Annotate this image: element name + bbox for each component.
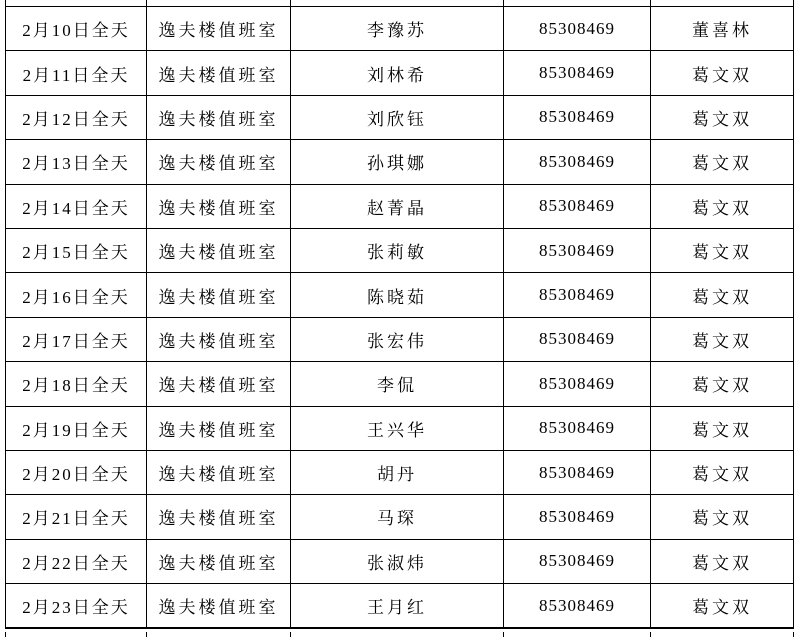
- table-row: [6, 539, 794, 583]
- person-name-cell: 刘欣钰: [291, 95, 504, 139]
- phone-number-cell: 85308469: [504, 362, 651, 406]
- location-cell: 逸夫楼值班室: [147, 406, 291, 450]
- phone-number-cell: 85308469: [504, 539, 651, 583]
- phone-number-cell: 85308469: [504, 95, 651, 139]
- contact-name-cell: 葛文双: [651, 539, 794, 583]
- location-cell: 逸夫楼值班室: [147, 273, 291, 317]
- table-body: [6, 0, 794, 628]
- date-cell: 2月19日全天: [6, 406, 147, 450]
- contact-name-cell: 葛文双: [651, 273, 794, 317]
- table-border-stub: [5, 632, 6, 637]
- contact-name-cell: 葛文双: [651, 584, 794, 629]
- table-border-stub: [503, 632, 504, 637]
- phone-number-cell: 85308469: [504, 273, 651, 317]
- date-cell: 2月17日全天: [6, 317, 147, 361]
- location-cell: 逸夫楼值班室: [147, 362, 291, 406]
- phone-number-cell: 85308469: [504, 584, 651, 629]
- table-border-stub: [650, 632, 651, 637]
- date-cell: 2月11日全天: [6, 51, 147, 95]
- date-cell: 2月12日全天: [6, 95, 147, 139]
- contact-name-cell: 葛文双: [651, 406, 794, 450]
- contact-name-cell: 葛文双: [651, 362, 794, 406]
- person-name-cell: 胡丹: [291, 450, 504, 494]
- duty-roster-table: [5, 0, 794, 629]
- date-cell: 2月20日全天: [6, 450, 147, 494]
- phone-number-cell: 85308469: [504, 184, 651, 228]
- table-row: [6, 495, 794, 539]
- contact-name-cell: 葛文双: [651, 51, 794, 95]
- location-cell: 逸夫楼值班室: [147, 450, 291, 494]
- person-name-cell: 张莉敏: [291, 228, 504, 272]
- person-name-cell: 张淑炜: [291, 539, 504, 583]
- person-name-cell: 马琛: [291, 495, 504, 539]
- date-cell: 2月21日全天: [6, 495, 147, 539]
- location-cell: 逸夫楼值班室: [147, 140, 291, 184]
- date-cell: 2月23日全天: [6, 584, 147, 629]
- table-border-stub: [146, 632, 147, 637]
- contact-name-cell: 葛文双: [651, 140, 794, 184]
- phone-number-cell: 85308469: [504, 317, 651, 361]
- phone-number-cell: 85308469: [504, 406, 651, 450]
- phone-number-cell: 85308469: [504, 228, 651, 272]
- contact-name-cell: 董喜林: [651, 7, 794, 51]
- location-cell: 逸夫楼值班室: [147, 228, 291, 272]
- person-name-cell: 陈晓茹: [291, 273, 504, 317]
- table-row: [6, 95, 794, 139]
- location-cell: 逸夫楼值班室: [147, 317, 291, 361]
- table-border-stub: [290, 632, 291, 637]
- person-name-cell: 李侃: [291, 362, 504, 406]
- person-name-cell: 王兴华: [291, 406, 504, 450]
- person-name-cell: 刘林希: [291, 51, 504, 95]
- table-row: [6, 140, 794, 184]
- table-row: [6, 51, 794, 95]
- date-cell: 2月18日全天: [6, 362, 147, 406]
- person-name-cell: 李豫苏: [291, 7, 504, 51]
- phone-number-cell: 85308469: [504, 495, 651, 539]
- table-row: [6, 406, 794, 450]
- contact-name-cell: 葛文双: [651, 184, 794, 228]
- table-row: [6, 584, 794, 629]
- table-border-stub: [793, 632, 794, 637]
- table-row: [6, 317, 794, 361]
- person-name-cell: 孙琪娜: [291, 140, 504, 184]
- date-cell: 2月16日全天: [6, 273, 147, 317]
- location-cell: 逸夫楼值班室: [147, 184, 291, 228]
- location-cell: 逸夫楼值班室: [147, 584, 291, 629]
- date-cell: 2月22日全天: [6, 539, 147, 583]
- table-row: [6, 450, 794, 494]
- contact-name-cell: 葛文双: [651, 228, 794, 272]
- person-name-cell: 王月红: [291, 584, 504, 629]
- location-cell: 逸夫楼值班室: [147, 7, 291, 51]
- location-cell: 逸夫楼值班室: [147, 51, 291, 95]
- location-cell: 逸夫楼值班室: [147, 495, 291, 539]
- contact-name-cell: 葛文双: [651, 495, 794, 539]
- contact-name-cell: 葛文双: [651, 95, 794, 139]
- table-row: [6, 184, 794, 228]
- phone-number-cell: 85308469: [504, 51, 651, 95]
- date-cell: 2月15日全天: [6, 228, 147, 272]
- phone-number-cell: 85308469: [504, 140, 651, 184]
- person-name-cell: 赵菁晶: [291, 184, 504, 228]
- date-cell: 2月14日全天: [6, 184, 147, 228]
- date-cell: 2月13日全天: [6, 140, 147, 184]
- contact-name-cell: 葛文双: [651, 450, 794, 494]
- table-row: [6, 273, 794, 317]
- table-row: [6, 7, 794, 51]
- contact-name-cell: 葛文双: [651, 317, 794, 361]
- phone-number-cell: 85308469: [504, 450, 651, 494]
- location-cell: 逸夫楼值班室: [147, 95, 291, 139]
- phone-number-cell: 85308469: [504, 7, 651, 51]
- location-cell: 逸夫楼值班室: [147, 539, 291, 583]
- person-name-cell: 张宏伟: [291, 317, 504, 361]
- table-row: [6, 362, 794, 406]
- date-cell: 2月10日全天: [6, 7, 147, 51]
- table-row: [6, 228, 794, 272]
